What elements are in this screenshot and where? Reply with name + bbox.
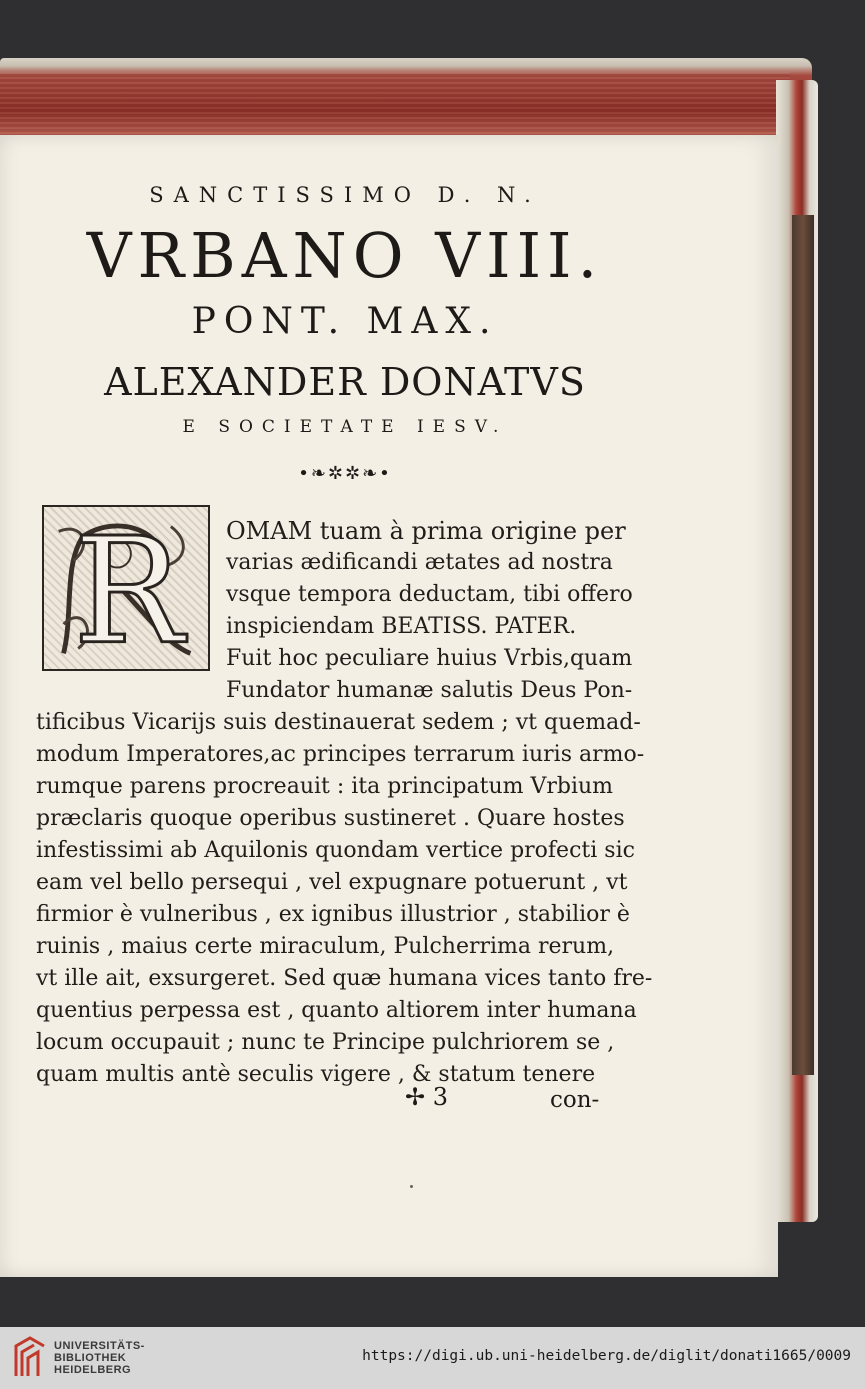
- text-line: OMAM tuam à prima origine per: [226, 517, 626, 545]
- decorated-initial: [42, 505, 210, 671]
- dedication-heading: SANCTISSIMO D. N.: [149, 183, 541, 207]
- paper-speck: [410, 1185, 413, 1188]
- text-line: ruinis , maius certe miraculum, Pulcherrima rerum,: [36, 934, 615, 959]
- text-line: varias ædificandi ætates ad nostra: [226, 550, 613, 575]
- decorated-initial-r-icon: [44, 507, 208, 669]
- text-line: Fuit hoc peculiare huius Vrbis,quam: [226, 646, 633, 671]
- text-line: quentius perpessa est , quanto altiorem inter humana: [36, 998, 637, 1023]
- text-line: rumque parens procreauit : ita principatum Vrbium: [36, 774, 614, 799]
- library-name-line: BIBLIOTHEK: [54, 1352, 127, 1364]
- pope-name-title: VRBANO VIII.: [86, 219, 604, 292]
- book-top-edge-texture: [0, 72, 790, 142]
- text-line: inspiciendam BEATISS. PATER.: [226, 614, 577, 639]
- author-name: ALEXANDER DONATVS: [104, 360, 586, 404]
- viewer-footer-bar: [0, 1327, 865, 1389]
- text-line: præclaris quoque operibus sustineret . Quare hostes: [36, 806, 625, 831]
- library-logo-icon[interactable]: [12, 1336, 48, 1380]
- library-name[interactable]: [54, 1340, 145, 1376]
- text-line: vsque tempora deductam, tibi offero: [226, 582, 633, 607]
- book-spine-shadow: [792, 215, 814, 1075]
- text-line: Fundator humanæ salutis Deus Pon-: [226, 678, 633, 703]
- catchword: con-: [550, 1087, 600, 1113]
- text-line: tificibus Vicarijs suis destinauerat sedem ; vt quemad-: [36, 710, 641, 735]
- book-page: [0, 135, 778, 1277]
- text-line: firmior è vulneribus , ex ignibus illustrior , stabilior è: [36, 902, 630, 927]
- author-affiliation: E SOCIETATE IESV.: [182, 417, 508, 437]
- library-name-line: HEIDELBERG: [54, 1364, 132, 1376]
- text-line: infestissimi ab Aquilonis quondam vertice profecti sic: [36, 838, 635, 863]
- text-line: quam multis antè seculis vigere , & statum tenere: [36, 1062, 596, 1087]
- text-line: vt ille ait, exsurgeret. Sed quæ humana vices tanto fre-: [36, 966, 653, 991]
- text-line: eam vel bello persequi , vel expugnare potuerunt , vt: [36, 870, 628, 895]
- permalink-url[interactable]: https://digi.ub.uni-heidelberg.de/diglit/donati1665/0009: [362, 1348, 851, 1364]
- text-line: locum occupauit ; nunc te Principe pulchriorem se ,: [36, 1030, 615, 1055]
- text-line: modum Imperatores,ac principes terrarum iuris armo-: [36, 742, 645, 767]
- initial-letter: R: [73, 507, 184, 669]
- library-name-line: UNIVERSITÄTS-: [54, 1340, 145, 1352]
- typographic-ornament: •❧✲✲❧•: [298, 463, 392, 484]
- signature-mark: ✢ 3: [405, 1083, 449, 1111]
- pope-office-title: PONT. MAX.: [191, 301, 499, 342]
